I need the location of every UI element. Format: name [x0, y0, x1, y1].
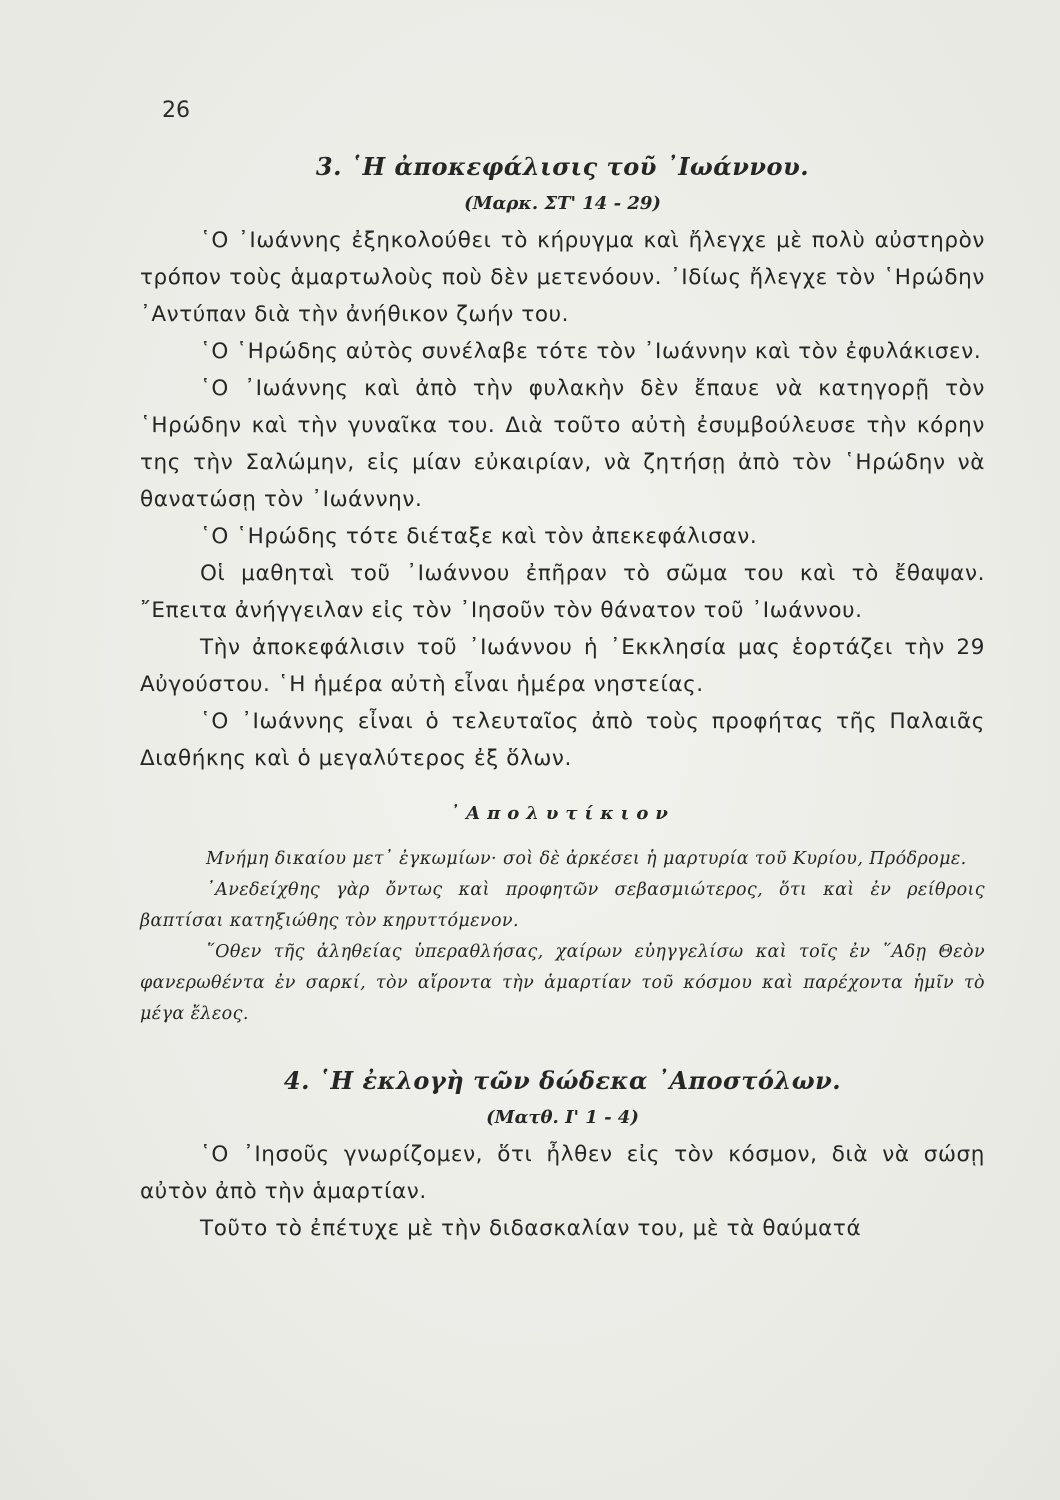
section-twelve-apostles — [140, 1064, 985, 1247]
hymn-line: ῞Οθεν τῆς ἀληθείας ὑπεραθλήσας, χαίρων εὐηγγελίσω καὶ τοῖς ἐν ῞Αδῃ Θεὸν φανερωθέντα ἐν σαρκί, τὸν αἴροντα τὴν ἁμαρτίαν τοῦ κόσμου καὶ παρέχοντα ἡμῖν τὸ μέγα ἔλεος. — [140, 942, 985, 1024]
scripture-reference: (Ματθ. Ι' 1 - 4) — [486, 1107, 639, 1128]
hymn-line: ᾿Ανεδείχθης γὰρ ὄντως καὶ προφητῶν σεβασμιώτερος, ὅτι καὶ ἐν ρείθροις βαπτίσαι κατηξιώθης τὸν κηρυττόμενον. — [140, 880, 985, 931]
paragraph: ῾Ο ᾿Ιωάννης εἶναι ὁ τελευταῖος ἀπὸ τοὺς προφήτας τῆς Παλαιᾶς Διαθήκης καὶ ὁ μεγαλύτερος ἐξ ὅλων. — [140, 709, 985, 771]
section-title: ῾Η ἀποκεφάλισις τοῦ ᾿Ιωάννου. — [349, 152, 810, 181]
page-content — [140, 150, 985, 1247]
hymn-line: Μνήμη δικαίου μετ᾿ ἐγκωμίων· σοὶ δὲ ἀρκέσει ἡ μαρτυρία τοῦ Κυρίου, Πρόδρομε. — [206, 849, 967, 869]
paragraph: ῾Ο ᾿Ιησοῦς γνωρίζομεν, ὅτι ἦλθεν εἰς τὸν κόσμον, διὰ νὰ σώσῃ αὐτὸν ἀπὸ τὴν ἁμαρτίαν. — [140, 1142, 985, 1204]
paragraph: Οἱ μαθηταὶ τοῦ ᾿Ιωάννου ἐπῆραν τὸ σῶμα του καὶ τὸ ἔθαψαν. ῎Επειτα ἀνήγγειλαν εἰς τὸν ᾿Ιησοῦν τὸν θάνατον τοῦ ᾿Ιωάννου. — [140, 561, 985, 623]
paragraph: ῾Ο ῾Ηρώδης τότε διέταξε καὶ τὸν ἀπεκεφάλισαν. — [200, 524, 758, 549]
section-heading — [140, 1064, 985, 1098]
section-john-beheading — [140, 150, 985, 777]
paragraph: ῾Ο ᾿Ιωάννης ἐξηκολούθει τὸ κήρυγμα καὶ ἤλεγχε μὲ πολὺ αὐστηρὸν τρόπον τοὺς ἁμαρτωλοὺς ποὺ δὲν μετενόουν. ᾿Ιδίως ἤλεγχε τὸν ῾Ηρώδην ᾿Αντύπαν διὰ τὴν ἀνήθικον ζωήν του. — [140, 228, 985, 327]
paragraph: Τοῦτο τὸ ἐπέτυχε μὲ τὴν διδασκαλίαν του, μὲ τὰ θαύματά — [200, 1216, 862, 1241]
apolytikion-hymn — [140, 803, 985, 1030]
scripture-reference: (Μαρκ. ΣΤ' 14 - 29) — [464, 193, 661, 214]
section-number: 3. — [315, 152, 342, 181]
paragraph: ῾Ο ᾿Ιωάννης καὶ ἀπὸ τὴν φυλακὴν δὲν ἔπαυε νὰ κατηγορῇ τὸν ῾Ηρώδην καὶ τὴν γυναῖκα του. Διὰ τοῦτο αὐτὴ ἐσυμβούλευσε τὴν κόρην της τὴν Σαλώμην, εἰς μίαν εὐκαιρίαν, νὰ ζητήσῃ ἀπὸ τὸν ῾Ηρώδην νὰ θανατώσῃ τὸν ᾿Ιωάννην. — [140, 376, 985, 512]
paragraph: ῾Ο ῾Ηρώδης αὐτὸς συνέλαβε τότε τὸν ᾿Ιωάννην καὶ τὸν ἐφυλάκισεν. — [200, 339, 982, 364]
section-heading — [140, 150, 985, 184]
section-title: ῾Η ἐκλογὴ τῶν δώδεκα ᾿Αποστόλων. — [317, 1066, 842, 1095]
section-number: 4. — [283, 1066, 310, 1095]
page-number: 26 — [162, 98, 190, 123]
hymn-title: ᾿Απολυτίκιον — [450, 803, 675, 824]
paragraph: Τὴν ἀποκεφάλισιν τοῦ ᾿Ιωάννου ἡ ᾿Εκκλησία μας ἑορτάζει τὴν 29 Αὐγούστου. ῾Η ἡμέρα αὐτὴ εἶναι ἡμέρα νηστείας. — [140, 635, 985, 697]
